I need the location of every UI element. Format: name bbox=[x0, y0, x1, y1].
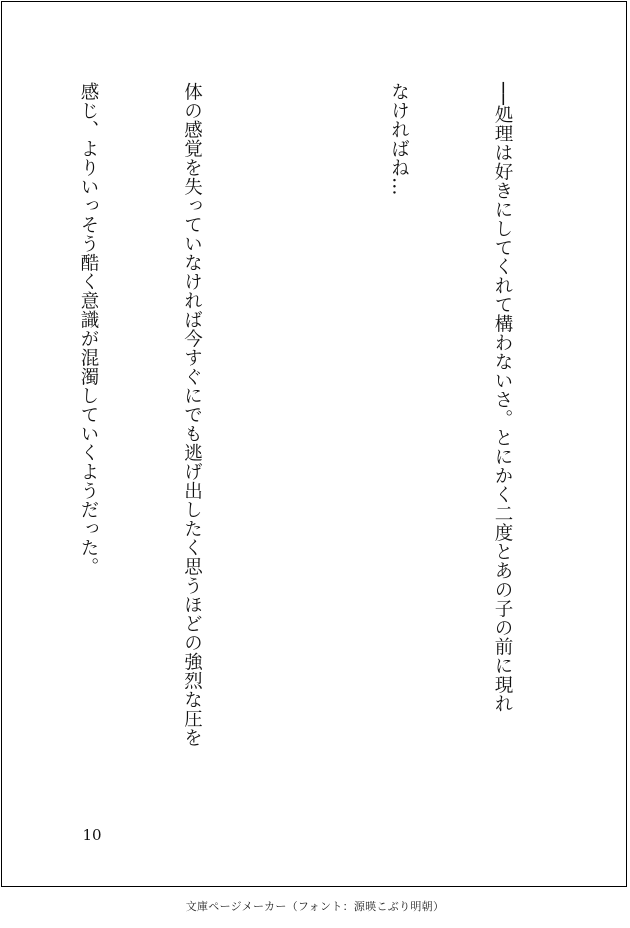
footer-caption: 文庫ページメーカー（フォント：源暎こぶり明朝） bbox=[185, 900, 445, 913]
blank-line bbox=[278, 82, 313, 802]
blank-line bbox=[0, 82, 2, 802]
page-number: 10 bbox=[82, 826, 102, 844]
text-line: ──処理は好きにしてくれて構わないさ。とにかく二度とあの子の前に現れ bbox=[492, 82, 513, 714]
text-line: 体の感覚を失っていなければ今すぐにでも逃げ出したく思うほどの強烈な圧を bbox=[181, 82, 203, 747]
text-line: 感じ、よりいっそう酷く意識が混濁していくようだった。 bbox=[78, 82, 99, 576]
text-line: なければね… bbox=[388, 82, 410, 196]
page-frame bbox=[1, 1, 627, 887]
vertical-text-body bbox=[0, 82, 588, 802]
